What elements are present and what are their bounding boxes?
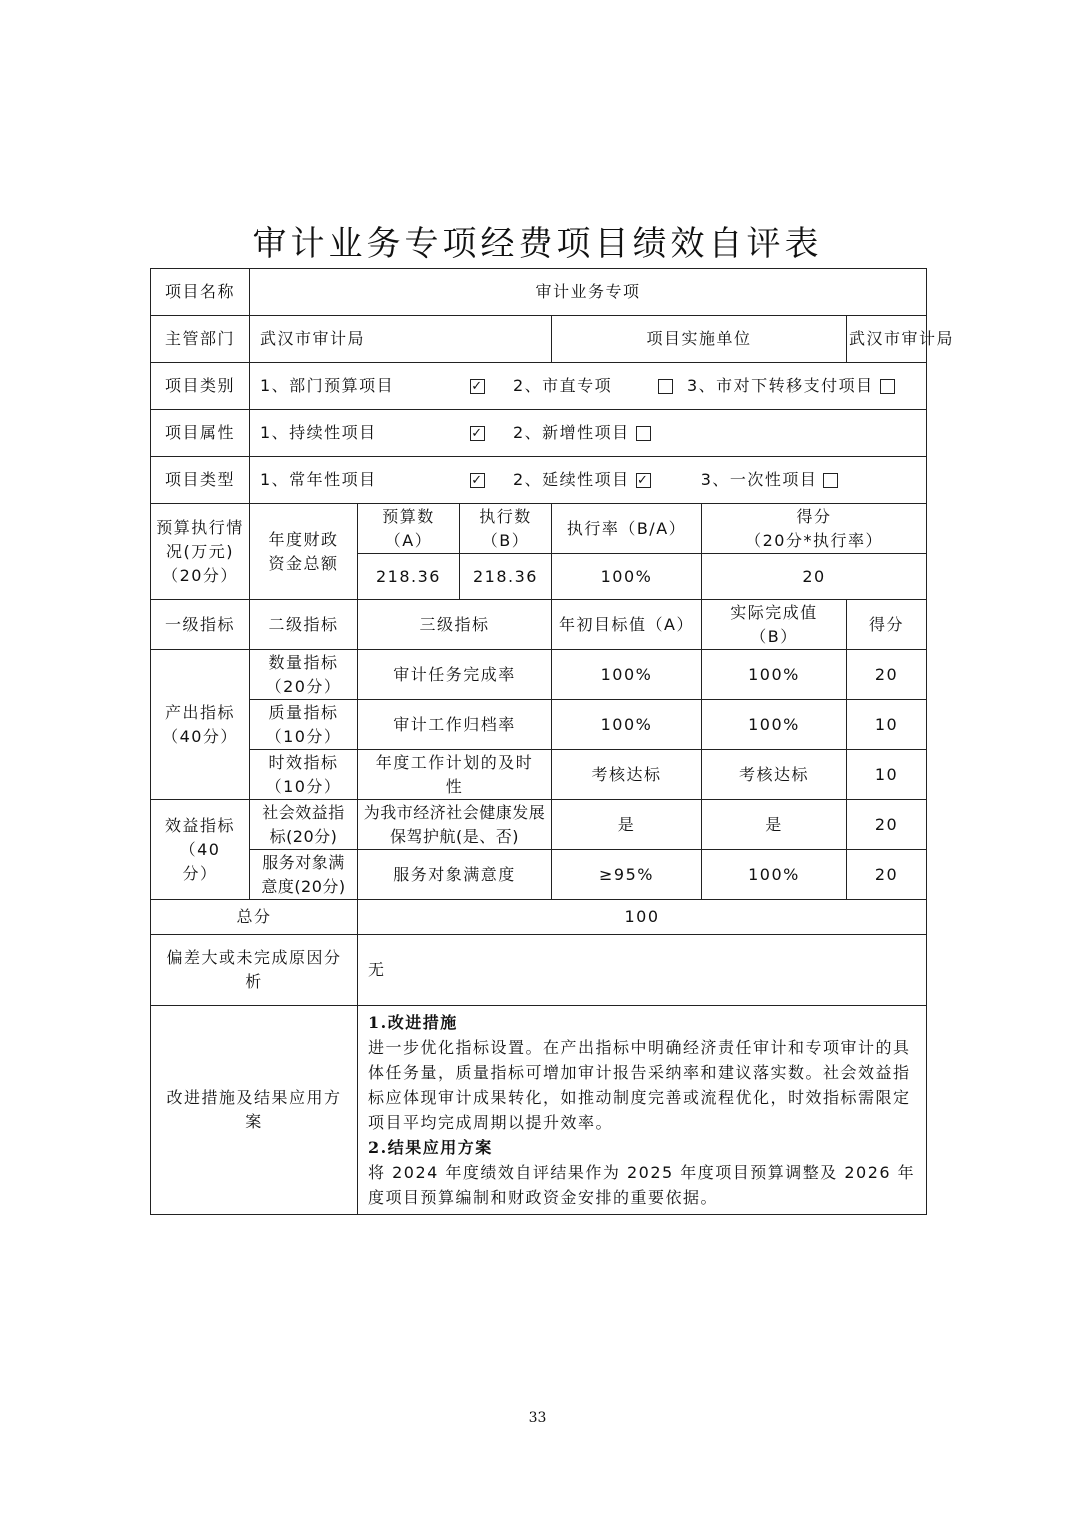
table-row xyxy=(151,800,927,850)
level2-cell: 数量指标 （20分） xyxy=(250,650,358,700)
level3-cell: 服务对象满意度 xyxy=(358,850,552,900)
level2-cell: 质量指标 （10分） xyxy=(250,700,358,750)
category-row xyxy=(151,363,927,410)
budget-amount-value: 218.36 xyxy=(358,554,460,600)
score-cell: 20 xyxy=(847,650,927,700)
level3-cell: 为我市经济社会健康发展保驾护航(是、否) xyxy=(358,800,552,850)
exec-amount-value: 218.36 xyxy=(460,554,552,600)
performance-evaluation-table xyxy=(150,268,955,1215)
score-cell: 20 xyxy=(847,850,927,900)
checkbox-empty-icon[interactable] xyxy=(658,379,673,394)
score-cell: 10 xyxy=(847,750,927,800)
improvement-content xyxy=(358,1006,927,1215)
score-cell: 10 xyxy=(847,700,927,750)
department-label: 主管部门 xyxy=(151,316,250,363)
total-value: 100 xyxy=(358,900,927,935)
type-row xyxy=(151,457,927,504)
budget-score-header: 得分 （20分*执行率） xyxy=(702,504,927,554)
project-name-label: 项目名称 xyxy=(151,269,250,316)
table-row xyxy=(151,850,927,900)
actual-cell: 100% xyxy=(702,700,847,750)
level2-header: 二级指标 xyxy=(250,600,358,650)
budget-label: 预算执行情 况(万元) （20分） xyxy=(151,504,250,600)
actual-cell: 100% xyxy=(702,650,847,700)
actual-cell: 100% xyxy=(702,850,847,900)
category-option[interactable]: 2、市直专项 xyxy=(513,374,673,398)
actual-cell: 是 xyxy=(702,800,847,850)
actual-header: 实际完成值 （B） xyxy=(702,600,847,650)
level2-cell: 社会效益指 标(20分) xyxy=(250,800,358,850)
attribute-label: 项目属性 xyxy=(151,410,250,457)
improvement-row xyxy=(151,1006,927,1215)
checkbox-checked-icon[interactable]: ✓ xyxy=(471,425,484,441)
checkbox-empty-icon[interactable] xyxy=(636,426,651,441)
level2-cell: 时效指标 （10分） xyxy=(250,750,358,800)
impl-unit-label: 项目实施单位 xyxy=(552,316,847,363)
target-header: 年初目标值（A） xyxy=(552,600,702,650)
target-cell: 是 xyxy=(552,800,702,850)
fund-total-label: 年度财政 资金总额 xyxy=(250,504,358,600)
type-option[interactable]: 2、延续性项目 ✓ xyxy=(513,470,650,489)
actual-cell: 考核达标 xyxy=(702,750,847,800)
attribute-option[interactable]: 2、新增性项目 xyxy=(513,421,651,445)
impl-unit-value: 武汉市审计局 xyxy=(847,316,927,363)
target-cell: 考核达标 xyxy=(552,750,702,800)
category-label: 项目类别 xyxy=(151,363,250,410)
exec-rate-header: 执行率（B/A） xyxy=(552,504,702,554)
project-name-row xyxy=(151,269,927,316)
type-options xyxy=(260,468,924,492)
target-cell: 100% xyxy=(552,650,702,700)
level2-cell: 服务对象满 意度(20分) xyxy=(250,850,358,900)
table-row xyxy=(151,650,927,700)
type-option[interactable]: 1、常年性项目 ✓ xyxy=(260,470,484,489)
table-row xyxy=(151,700,927,750)
page-number: 33 xyxy=(528,1410,547,1426)
level3-cell: 年度工作计划的及时性 xyxy=(358,750,552,800)
type-option[interactable]: 3、一次性项目 xyxy=(701,468,839,492)
level3-cell: 审计任务完成率 xyxy=(358,650,552,700)
indicator-header-row xyxy=(151,600,927,650)
project-name-value: 审计业务专项 xyxy=(250,269,927,316)
category-option[interactable]: 1、部门预算项目 ✓ xyxy=(260,376,484,395)
attribute-row xyxy=(151,410,927,457)
target-cell: ≥95% xyxy=(552,850,702,900)
budget-score-value: 20 xyxy=(702,554,927,600)
budget-header-row xyxy=(151,504,927,554)
exec-amount-header: 执行数 （B） xyxy=(460,504,552,554)
page-title: 审计业务专项经费项目绩效自评表 xyxy=(252,224,823,264)
checkbox-empty-icon[interactable] xyxy=(880,379,895,394)
checkbox-checked-icon[interactable]: ✓ xyxy=(636,472,650,488)
target-cell: 100% xyxy=(552,700,702,750)
exec-rate-value: 100% xyxy=(552,554,702,600)
improvement-heading-1: 1.改进措施 xyxy=(368,1013,458,1032)
budget-amount-header: 预算数 （A） xyxy=(358,504,460,554)
department-value: 武汉市审计局 xyxy=(250,316,552,363)
total-row xyxy=(151,900,927,935)
improvement-label: 改进措施及结果应用方案 xyxy=(151,1006,358,1215)
improvement-heading-2: 2.结果应用方案 xyxy=(368,1138,493,1157)
level1-header: 一级指标 xyxy=(151,600,250,650)
attribute-options xyxy=(260,421,924,445)
checkbox-empty-icon[interactable] xyxy=(823,473,838,488)
deviation-value: 无 xyxy=(358,935,927,1006)
deviation-row xyxy=(151,935,927,1006)
checkbox-checked-icon[interactable]: ✓ xyxy=(471,472,484,488)
table-row xyxy=(151,750,927,800)
total-label: 总分 xyxy=(151,900,358,935)
benefit-indicator-label: 效益指标 （40 分） xyxy=(151,800,250,900)
type-label: 项目类型 xyxy=(151,457,250,504)
level3-header: 三级指标 xyxy=(358,600,552,650)
attribute-option[interactable]: 1、持续性项目 ✓ xyxy=(260,423,484,442)
score-header: 得分 xyxy=(847,600,927,650)
department-row xyxy=(151,316,927,363)
category-options xyxy=(260,374,924,398)
level3-cell: 审计工作归档率 xyxy=(358,700,552,750)
output-indicator-label: 产出指标 （40分） xyxy=(151,650,250,800)
improvement-text-2: 将 2024 年度绩效自评结果作为 2025 年度项目预算调整及 2026 年度项目预算编制和财政资金安排的重要依据。 xyxy=(368,1163,916,1207)
deviation-label: 偏差大或未完成原因分析 xyxy=(151,935,358,1006)
score-cell: 20 xyxy=(847,800,927,850)
checkbox-checked-icon[interactable]: ✓ xyxy=(471,378,484,394)
improvement-text-1: 进一步优化指标设置。在产出指标中明确经济责任审计和专项审计的具体任务量，质量指标可增加审计报告采纳率和建议落实数。社会效益指标应体现审计成果转化，如推动制度完善或流程优化，时效指标需限定项目平均完成周期以提升效率。 xyxy=(368,1038,911,1132)
category-option[interactable]: 3、市对下转移支付项目 xyxy=(687,374,895,398)
